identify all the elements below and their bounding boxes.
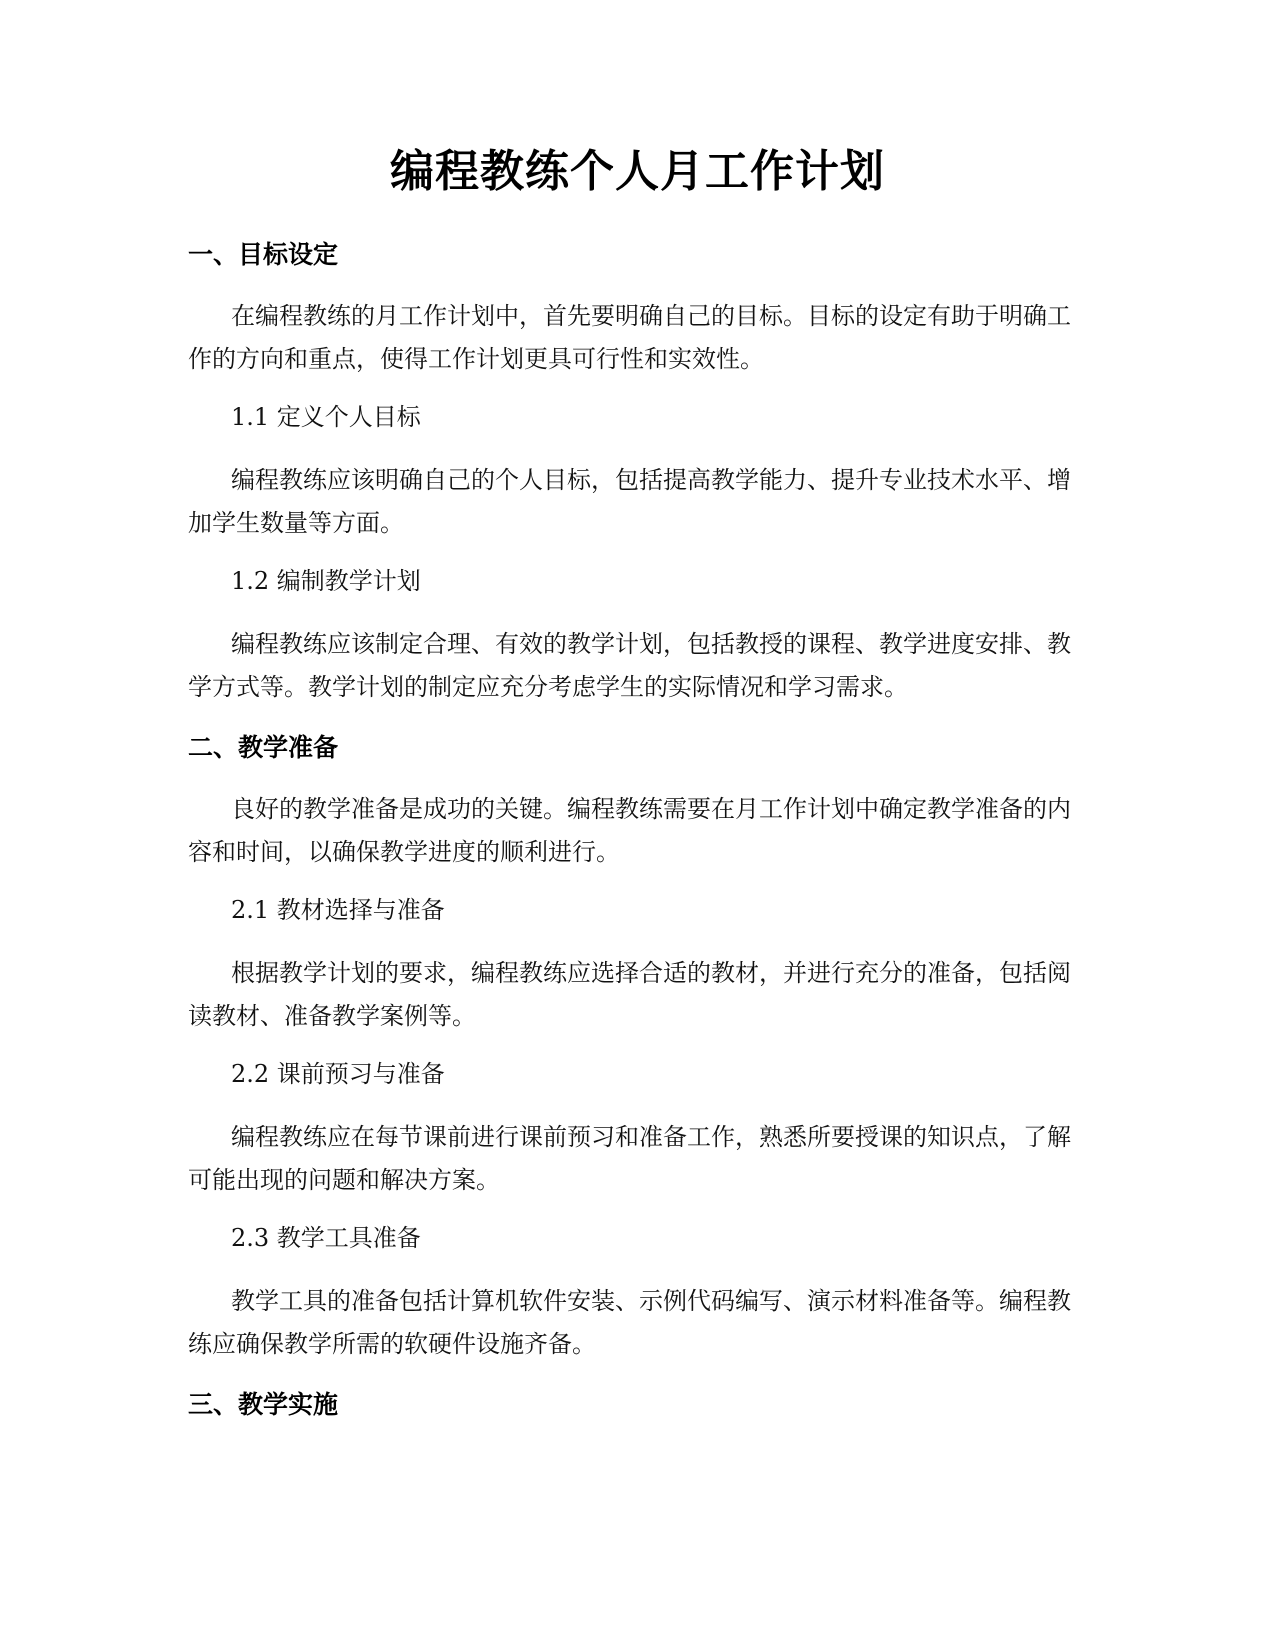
subsection-heading-1-2: 1.2 编制教学计划	[231, 567, 421, 595]
subsection-heading-2-2: 2.2 课前预习与准备	[231, 1060, 445, 1088]
section-1-intro: 在编程教练的月工作计划中，首先要明确自己的目标。目标的设定有助于明确工作的方向和重点，使得工作计划更具可行性和实效性。	[188, 302, 1071, 373]
subsection-heading-2-1: 2.1 教材选择与准备	[231, 896, 445, 924]
section-2-intro: 良好的教学准备是成功的关键。编程教练需要在月工作计划中确定教学准备的内容和时间，以确保教学进度的顺利进行。	[188, 795, 1071, 866]
subsection-1-1-body: 编程教练应该明确自己的个人目标，包括提高教学能力、提升专业技术水平、增加学生数量等方面。	[188, 466, 1071, 537]
subsection-heading-2-3: 2.3 教学工具准备	[231, 1224, 421, 1252]
subsection-1-2-body: 编程教练应该制定合理、有效的教学计划，包括教授的课程、教学进度安排、教学方式等。教学计划的制定应充分考虑学生的实际情况和学习需求。	[188, 630, 1071, 701]
subsection-2-2-body: 编程教练应在每节课前进行课前预习和准备工作，熟悉所要授课的知识点，了解可能出现的问题和解决方案。	[188, 1123, 1071, 1194]
section-heading-3: 三、教学实施	[188, 1390, 339, 1419]
section-heading-2: 二、教学准备	[188, 733, 339, 762]
subsection-2-1-body: 根据教学计划的要求，编程教练应选择合适的教材，并进行充分的准备，包括阅读教材、准备教学案例等。	[188, 959, 1071, 1030]
subsection-heading-1-1: 1.1 定义个人目标	[231, 403, 421, 431]
subsection-2-3-body: 教学工具的准备包括计算机软件安装、示例代码编写、演示材料准备等。编程教练应确保教学所需的软硬件设施齐备。	[188, 1287, 1071, 1358]
section-heading-1: 一、目标设定	[188, 240, 339, 269]
document-title: 编程教练个人月工作计划	[390, 146, 885, 197]
